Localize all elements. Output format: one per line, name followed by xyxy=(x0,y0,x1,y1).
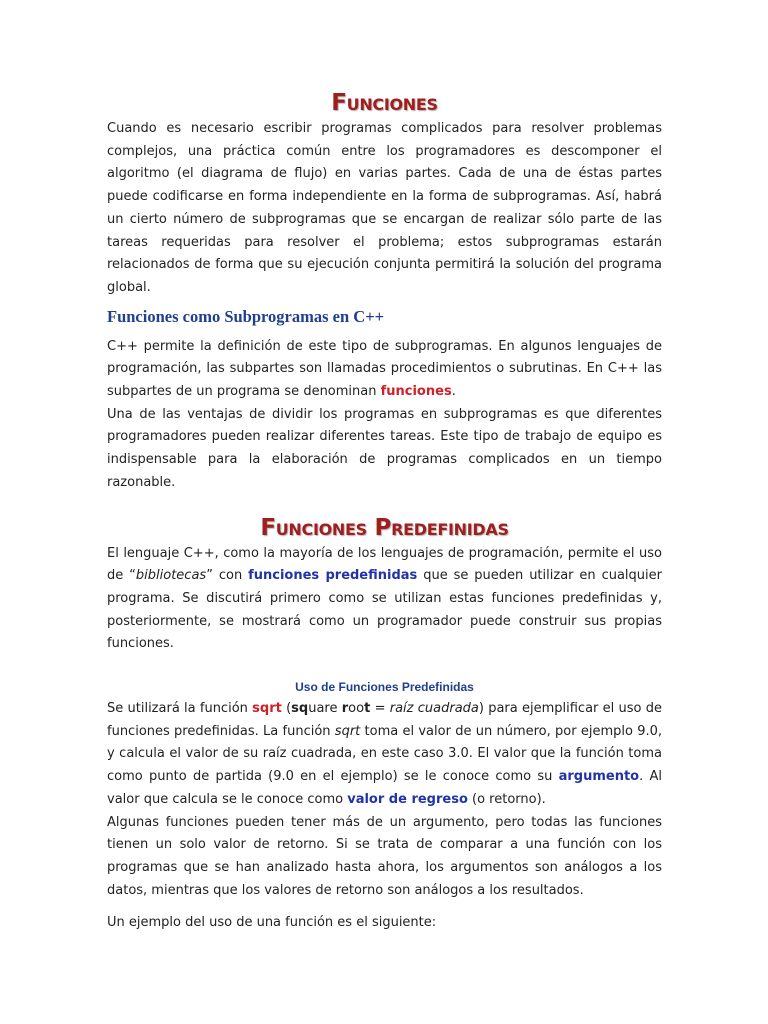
keyword-funciones: funciones xyxy=(380,384,452,400)
section-title-funciones: Funciones xyxy=(331,90,438,116)
keyword-valor-de-regreso: valor de regreso xyxy=(347,791,468,807)
paragraph-ejemplo: Un ejemplo del uso de una función es el siguiente: xyxy=(107,915,437,931)
paragraph-intro: Cuando es necesario escribir programas complicados para resolver problemas complejos, una práctica común entre los programadores es descomponer el algoritmo (el diagrama de flujo) en varias partes. Cada de una de éstas partes puede codificarse en forma independiente en la forma de subprogramas. Así, habrá un cierto número de subprogramas que se encargan de realizar sólo parte de las tareas requeridas para resolver el problema; estos subprogramas estarán relacionados de forma que su ejecución conjunta permitirá la solución del programa global. xyxy=(107,121,662,295)
subsection-title: Funciones como Subprogramas en C++ xyxy=(107,306,385,326)
keyword-argumento: argumento xyxy=(558,769,640,785)
heading-uso-funciones: Uso de Funciones Predefinidas xyxy=(295,680,474,695)
paragraph-ventajas: Una de las ventajas de dividir los programas en subprogramas es que diferentes programadores pueden realizar diferentes tareas. Este tipo de trabajo de equipo es indispensable para la elaboración de programas complicados en un tiempo razonable. xyxy=(107,406,662,490)
keyword-funciones-predefinidas: funciones predefinidas xyxy=(248,568,418,584)
paragraph-sqrt: Se utilizará la función sqrt (square root = raíz cuadrada) para ejemplificar el uso de funciones predefinidas. La función sqrt toma el valor de un número, por ejemplo 9.0, y calcula el valor de su raíz cuadrada, en este caso 3.0. El valor que la función toma como punto de partida (9.0 en el ejemplo) se le conoce como su argumento. Al valor que calcula se le conoce como valor de regreso (o retorno). xyxy=(107,701,662,807)
paragraph-argumentos: Algunas funciones pueden tener más de un argumento, pero todas las funciones tienen un solo valor de retorno. Si se trata de comparar a una función con los programas que se han analizado hasta ahora, los argumentos son análogos a los datos, mientras que los valores de retorno son análogos a los resultados. xyxy=(107,814,662,898)
document-page xyxy=(107,88,662,935)
section-title-predefinidas: Funciones Predefinidas xyxy=(260,514,509,541)
paragraph-cpp: C++ permite la definición de este tipo de subprogramas. En algunos lenguajes de programación, las subpartes son llamadas procedimientos o subrutinas. En C++ las subpartes de un programa se denominan funciones. xyxy=(107,338,662,400)
paragraph-bibliotecas: El lenguaje C++, como la mayoría de los lenguajes de programación, permite el uso de “bibliotecas” con funciones predefinidas que se pueden utilizar en cualquier programa. Se discutirá primero como se utilizan estas funciones predefinidas y, posteriormente, se mostrará como un programador puede construir sus propias funciones. xyxy=(107,545,662,652)
keyword-sqrt: sqrt xyxy=(252,701,282,717)
